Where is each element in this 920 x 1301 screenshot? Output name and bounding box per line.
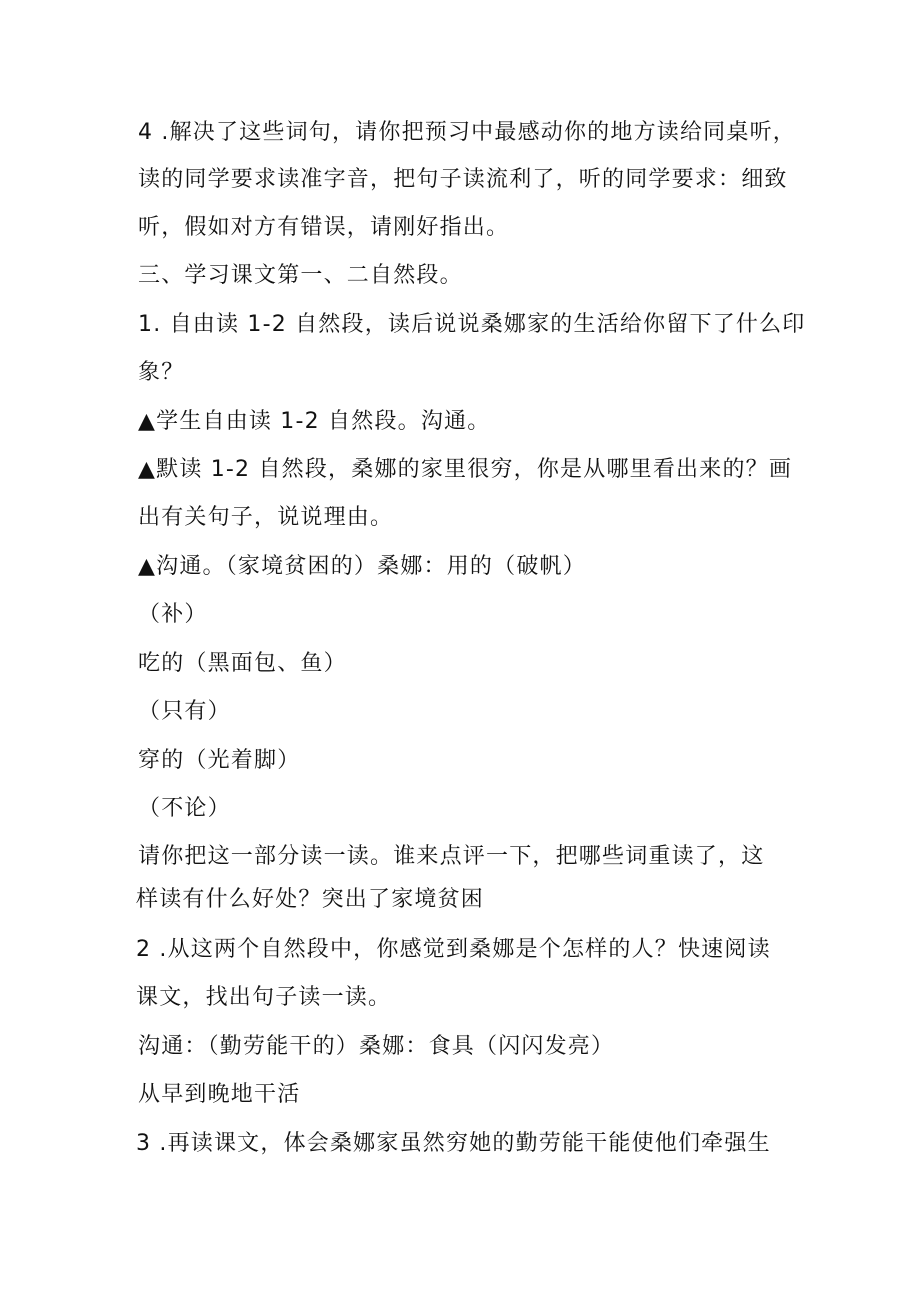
paragraph-line: （不论） bbox=[138, 796, 231, 821]
paragraph-line: 2 .从这两个自然段中，你感觉到桑娜是个怎样的人？快速阅读 bbox=[136, 937, 771, 962]
paragraph-line: 读的同学要求读准字音，把句子读流利了，听的同学要求：细致 bbox=[138, 167, 788, 192]
paragraph-line: 请你把这一部分读一读。谁来点评一下，把哪些词重读了，这 bbox=[138, 844, 765, 869]
paragraph-line: ▲学生自由读 1-2 自然段。沟通。 bbox=[138, 409, 491, 434]
paragraph-line: 4 .解决了这些词句，请你把预习中最感动你的地方读给同桌听， bbox=[138, 120, 796, 145]
paragraph-line: ▲沟通。（家境贫困的）桑娜：用的（破帆） bbox=[138, 554, 586, 579]
paragraph-line: ▲默读 1-2 自然段，桑娜的家里很穷，你是从哪里看出来的？画 bbox=[138, 457, 793, 482]
paragraph-line: 沟通：（勤劳能干的）桑娜：食具（闪闪发亮） bbox=[138, 1034, 615, 1059]
paragraph-line: （只有） bbox=[138, 699, 231, 724]
paragraph-line: 吃的（黑面包、鱼） bbox=[138, 651, 347, 676]
section-heading: 三、学习课文第一、二自然段。 bbox=[138, 263, 463, 288]
paragraph-line: 出有关句子，说说理由。 bbox=[138, 505, 394, 530]
paragraph-line: 听，假如对方有错误，请刚好指出。 bbox=[138, 215, 510, 240]
paragraph-line: 象？ bbox=[138, 360, 185, 385]
paragraph-line: 样读有什么好处？突出了家境贫困 bbox=[136, 887, 485, 912]
paragraph-line: 课文，找出句子读一读。 bbox=[136, 985, 392, 1010]
paragraph-line: 穿的（光着脚） bbox=[138, 748, 301, 773]
paragraph-line: （补） bbox=[138, 602, 208, 627]
paragraph-line: 3 .再读课文，体会桑娜家虽然穷她的勤劳能干能使他们牵强生 bbox=[136, 1131, 771, 1156]
paragraph-line: 从早到晚地干活 bbox=[138, 1082, 301, 1107]
paragraph-line: 1. 自由读 1-2 自然段，读后说说桑娜家的生活给你留下了什么印 bbox=[138, 312, 806, 337]
